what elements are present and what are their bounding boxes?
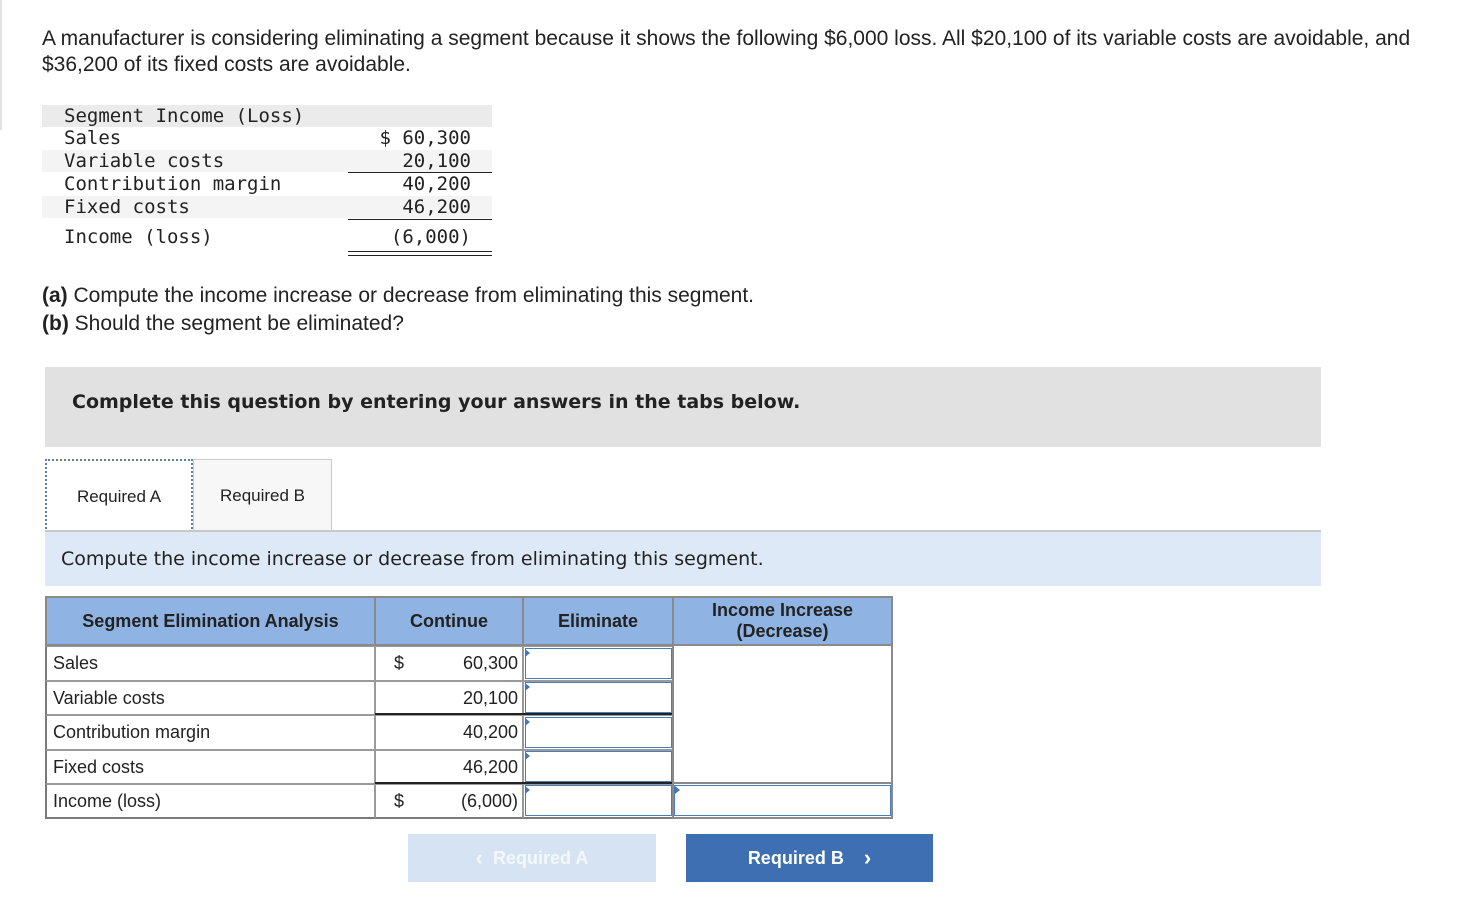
statement-label: Contribution margin (64, 173, 282, 195)
statement-label: Variable costs (64, 150, 225, 172)
statement-double-underline (348, 255, 492, 256)
continue-value: 40,200 (462, 722, 518, 742)
header-analysis: Segment Elimination Analysis (45, 596, 376, 646)
header-income-line2: (Decrease) (736, 621, 829, 641)
statement-double-underline (348, 251, 492, 252)
statement-row (42, 226, 492, 248)
currency-symbol: $ (394, 791, 405, 811)
continue-value: 46,200 (462, 757, 518, 777)
statement-row (42, 196, 492, 218)
eliminate-income-input[interactable] (525, 785, 672, 816)
income-change-column (672, 646, 893, 784)
tab-instruction (45, 532, 1321, 586)
instruction-text: Compute the income increase or decrease from eliminating this segment. (61, 548, 764, 570)
statement-value: (6,000) (390, 226, 471, 248)
eliminate-variable-costs-input[interactable] (525, 682, 672, 713)
statement-label: Sales (64, 127, 122, 149)
statement-title: Segment Income (Loss) (64, 105, 305, 127)
header-continue: Continue (374, 596, 524, 646)
continue-cell (375, 750, 523, 784)
currency-symbol: $ (394, 653, 405, 673)
row-label-sales: Sales (45, 646, 375, 681)
eliminate-fixed-costs-input[interactable] (525, 751, 672, 782)
input-marker-icon (525, 786, 530, 794)
input-marker-icon (525, 718, 530, 726)
header-eliminate: Eliminate (522, 596, 674, 646)
statement-value: 40,200 (402, 173, 471, 195)
input-marker-icon (525, 649, 530, 657)
previous-required-a-button[interactable] (408, 834, 656, 882)
row-label-income-loss: Income (loss) (45, 784, 375, 819)
input-marker-icon (675, 786, 680, 794)
eliminate-contribution-margin-input[interactable] (525, 717, 672, 748)
input-marker-icon (525, 683, 530, 691)
statement-title-row (42, 105, 492, 127)
statement-value: 46,200 (402, 196, 471, 218)
question-text: Should the segment be eliminated? (68, 312, 404, 335)
continue-value: 60,300 (462, 653, 518, 673)
statement-label: Income (loss) (64, 226, 213, 248)
continue-cell (375, 646, 523, 681)
banner-text: Complete this question by entering your answers in the tabs below. (72, 391, 801, 413)
instructions-banner (45, 367, 1321, 447)
chevron-right-icon: › (863, 845, 872, 870)
header-income-line1: Income Increase (711, 600, 854, 620)
row-label-variable-costs: Variable costs (45, 681, 375, 715)
continue-value: 20,100 (462, 688, 518, 708)
continue-value: (6,000) (460, 791, 518, 811)
eliminate-sales-input[interactable] (525, 648, 672, 679)
income-increase-decrease-input[interactable] (674, 785, 891, 816)
row-label-fixed-costs: Fixed costs (45, 750, 375, 784)
input-marker-icon (525, 752, 530, 760)
question-b (42, 310, 754, 338)
continue-cell (375, 681, 523, 715)
statement-value: $ 60,300 (379, 127, 471, 149)
statement-label: Fixed costs (64, 196, 190, 218)
tab-required-a[interactable]: Required A (45, 459, 193, 533)
next-required-b-button[interactable] (686, 834, 933, 882)
continue-cell (375, 715, 523, 750)
chevron-left-icon: ‹ (475, 845, 483, 870)
statement-row (42, 173, 492, 195)
statement-row (42, 127, 492, 149)
left-edge-rule (0, 0, 2, 130)
tab-required-b[interactable]: Required B (193, 459, 332, 532)
statement-underline (348, 219, 492, 220)
question-tag: (a) (42, 284, 68, 307)
question-text: Compute the income increase or decrease from eliminating this segment. (67, 284, 754, 307)
question-list (42, 282, 754, 338)
next-label: Required B (747, 848, 844, 868)
header-income-change (672, 596, 893, 646)
problem-intro: A manufacturer is considering eliminating a segment because it shows the following $6,000 loss. All $20,100 of its variable costs are avoidable, and $36,200 of its fixed costs are avoidable. (42, 27, 1411, 76)
row-label-contribution-margin: Contribution margin (45, 715, 375, 750)
question-a (42, 282, 754, 310)
continue-cell (375, 784, 523, 819)
statement-value: 20,100 (402, 150, 471, 172)
statement-row (42, 150, 492, 172)
prev-label: Required A (493, 848, 589, 868)
question-tag: (b) (42, 312, 69, 335)
